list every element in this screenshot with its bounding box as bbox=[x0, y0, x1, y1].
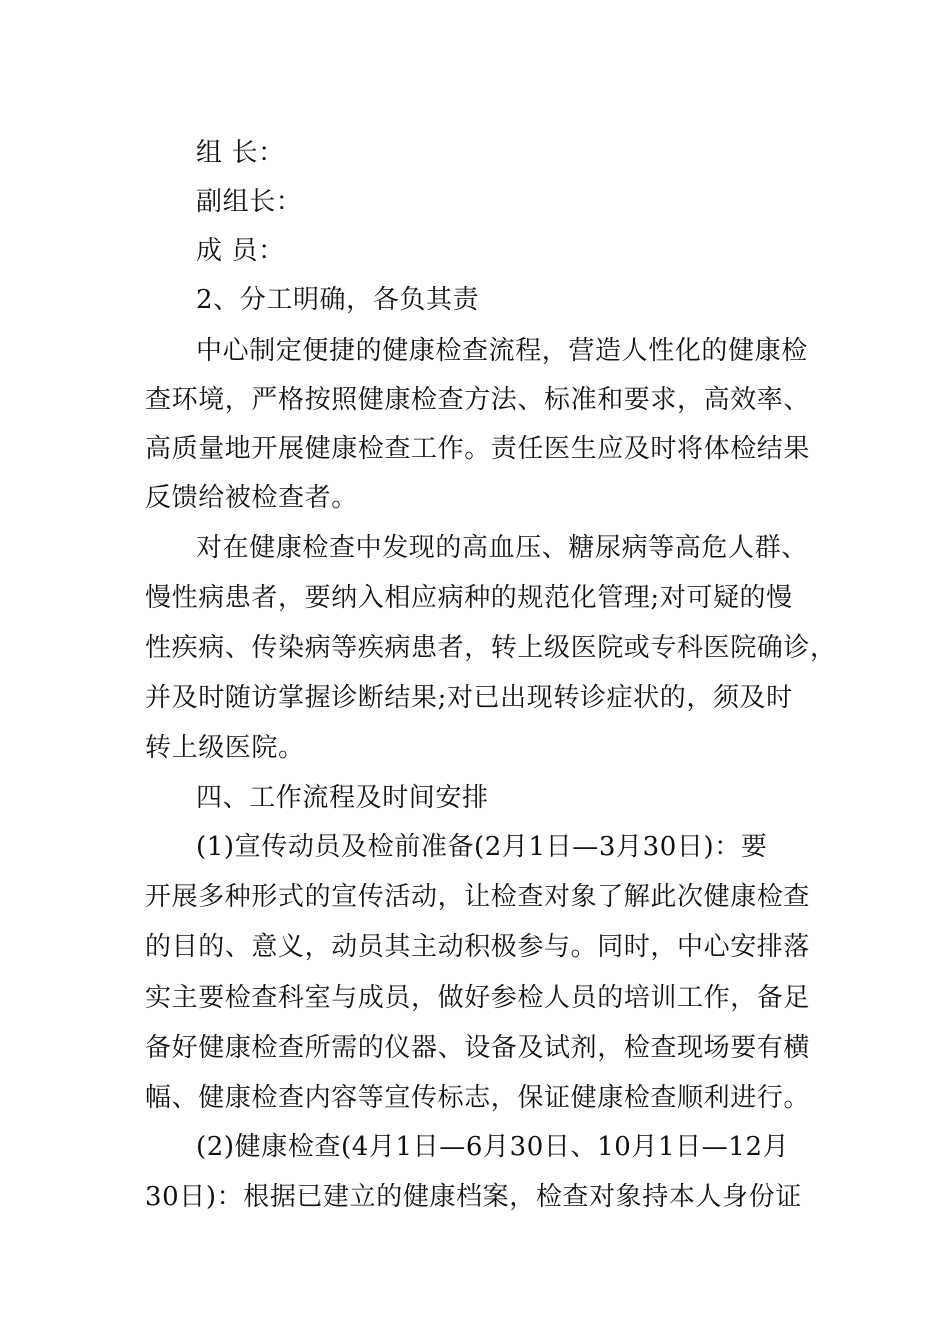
paragraph-line: 实主要检查科室与成员，做好参检人员的培训工作，备足 bbox=[145, 983, 811, 1013]
paragraph-line: 备好健康检查所需的仪器、设备及试剂，检查现场要有横 bbox=[145, 1033, 811, 1063]
paragraph-line: 转上级医院。 bbox=[145, 733, 305, 763]
paragraph-line: 中心制定便捷的健康检查流程，营造人性化的健康检 bbox=[196, 336, 808, 366]
paragraph-line: (1)宣传动员及检前准备(2月1日—3月30日)：要 bbox=[196, 832, 768, 862]
leader-line: 组 长： bbox=[196, 138, 285, 168]
section-heading: 2、分工明确，各负其责 bbox=[196, 285, 480, 315]
paragraph-line: 并及时随访掌握诊断结果;对已出现转诊症状的，须及时 bbox=[145, 683, 793, 713]
paragraph-line: 的目的、意义，动员其主动积极参与。同时，中心安排落 bbox=[145, 932, 811, 962]
paragraph-line: 高质量地开展健康检查工作。责任医生应及时将体检结果 bbox=[145, 434, 811, 464]
deputy-leader-line: 副组长： bbox=[196, 187, 303, 217]
paragraph-line: 慢性病患者，要纳入相应病种的规范化管理;对可疑的慢 bbox=[145, 583, 793, 613]
paragraph-line: 性疾病、传染病等疾病患者，转上级医院或专科医院确诊， bbox=[145, 633, 837, 663]
paragraph-line: 开展多种形式的宣传活动，让检查对象了解此次健康检查 bbox=[145, 882, 811, 912]
paragraph-line: 30日)：根据已建立的健康档案，检查对象持本人身份证 bbox=[145, 1182, 802, 1212]
members-line: 成 员： bbox=[196, 236, 285, 266]
paragraph-line: (2)健康检查(4月1日—6月30日、10月1日—12月 bbox=[196, 1132, 790, 1162]
paragraph-line: 幅、健康检查内容等宣传标志，保证健康检查顺利进行。 bbox=[145, 1083, 811, 1113]
section-heading: 四、工作流程及时间安排 bbox=[196, 783, 489, 813]
paragraph-line: 对在健康检查中发现的高血压、糖尿病等高危人群、 bbox=[196, 533, 808, 563]
paragraph-line: 反馈给被检查者。 bbox=[145, 483, 358, 513]
paragraph-line: 查环境，严格按照健康检查方法、标准和要求，高效率、 bbox=[145, 385, 811, 415]
